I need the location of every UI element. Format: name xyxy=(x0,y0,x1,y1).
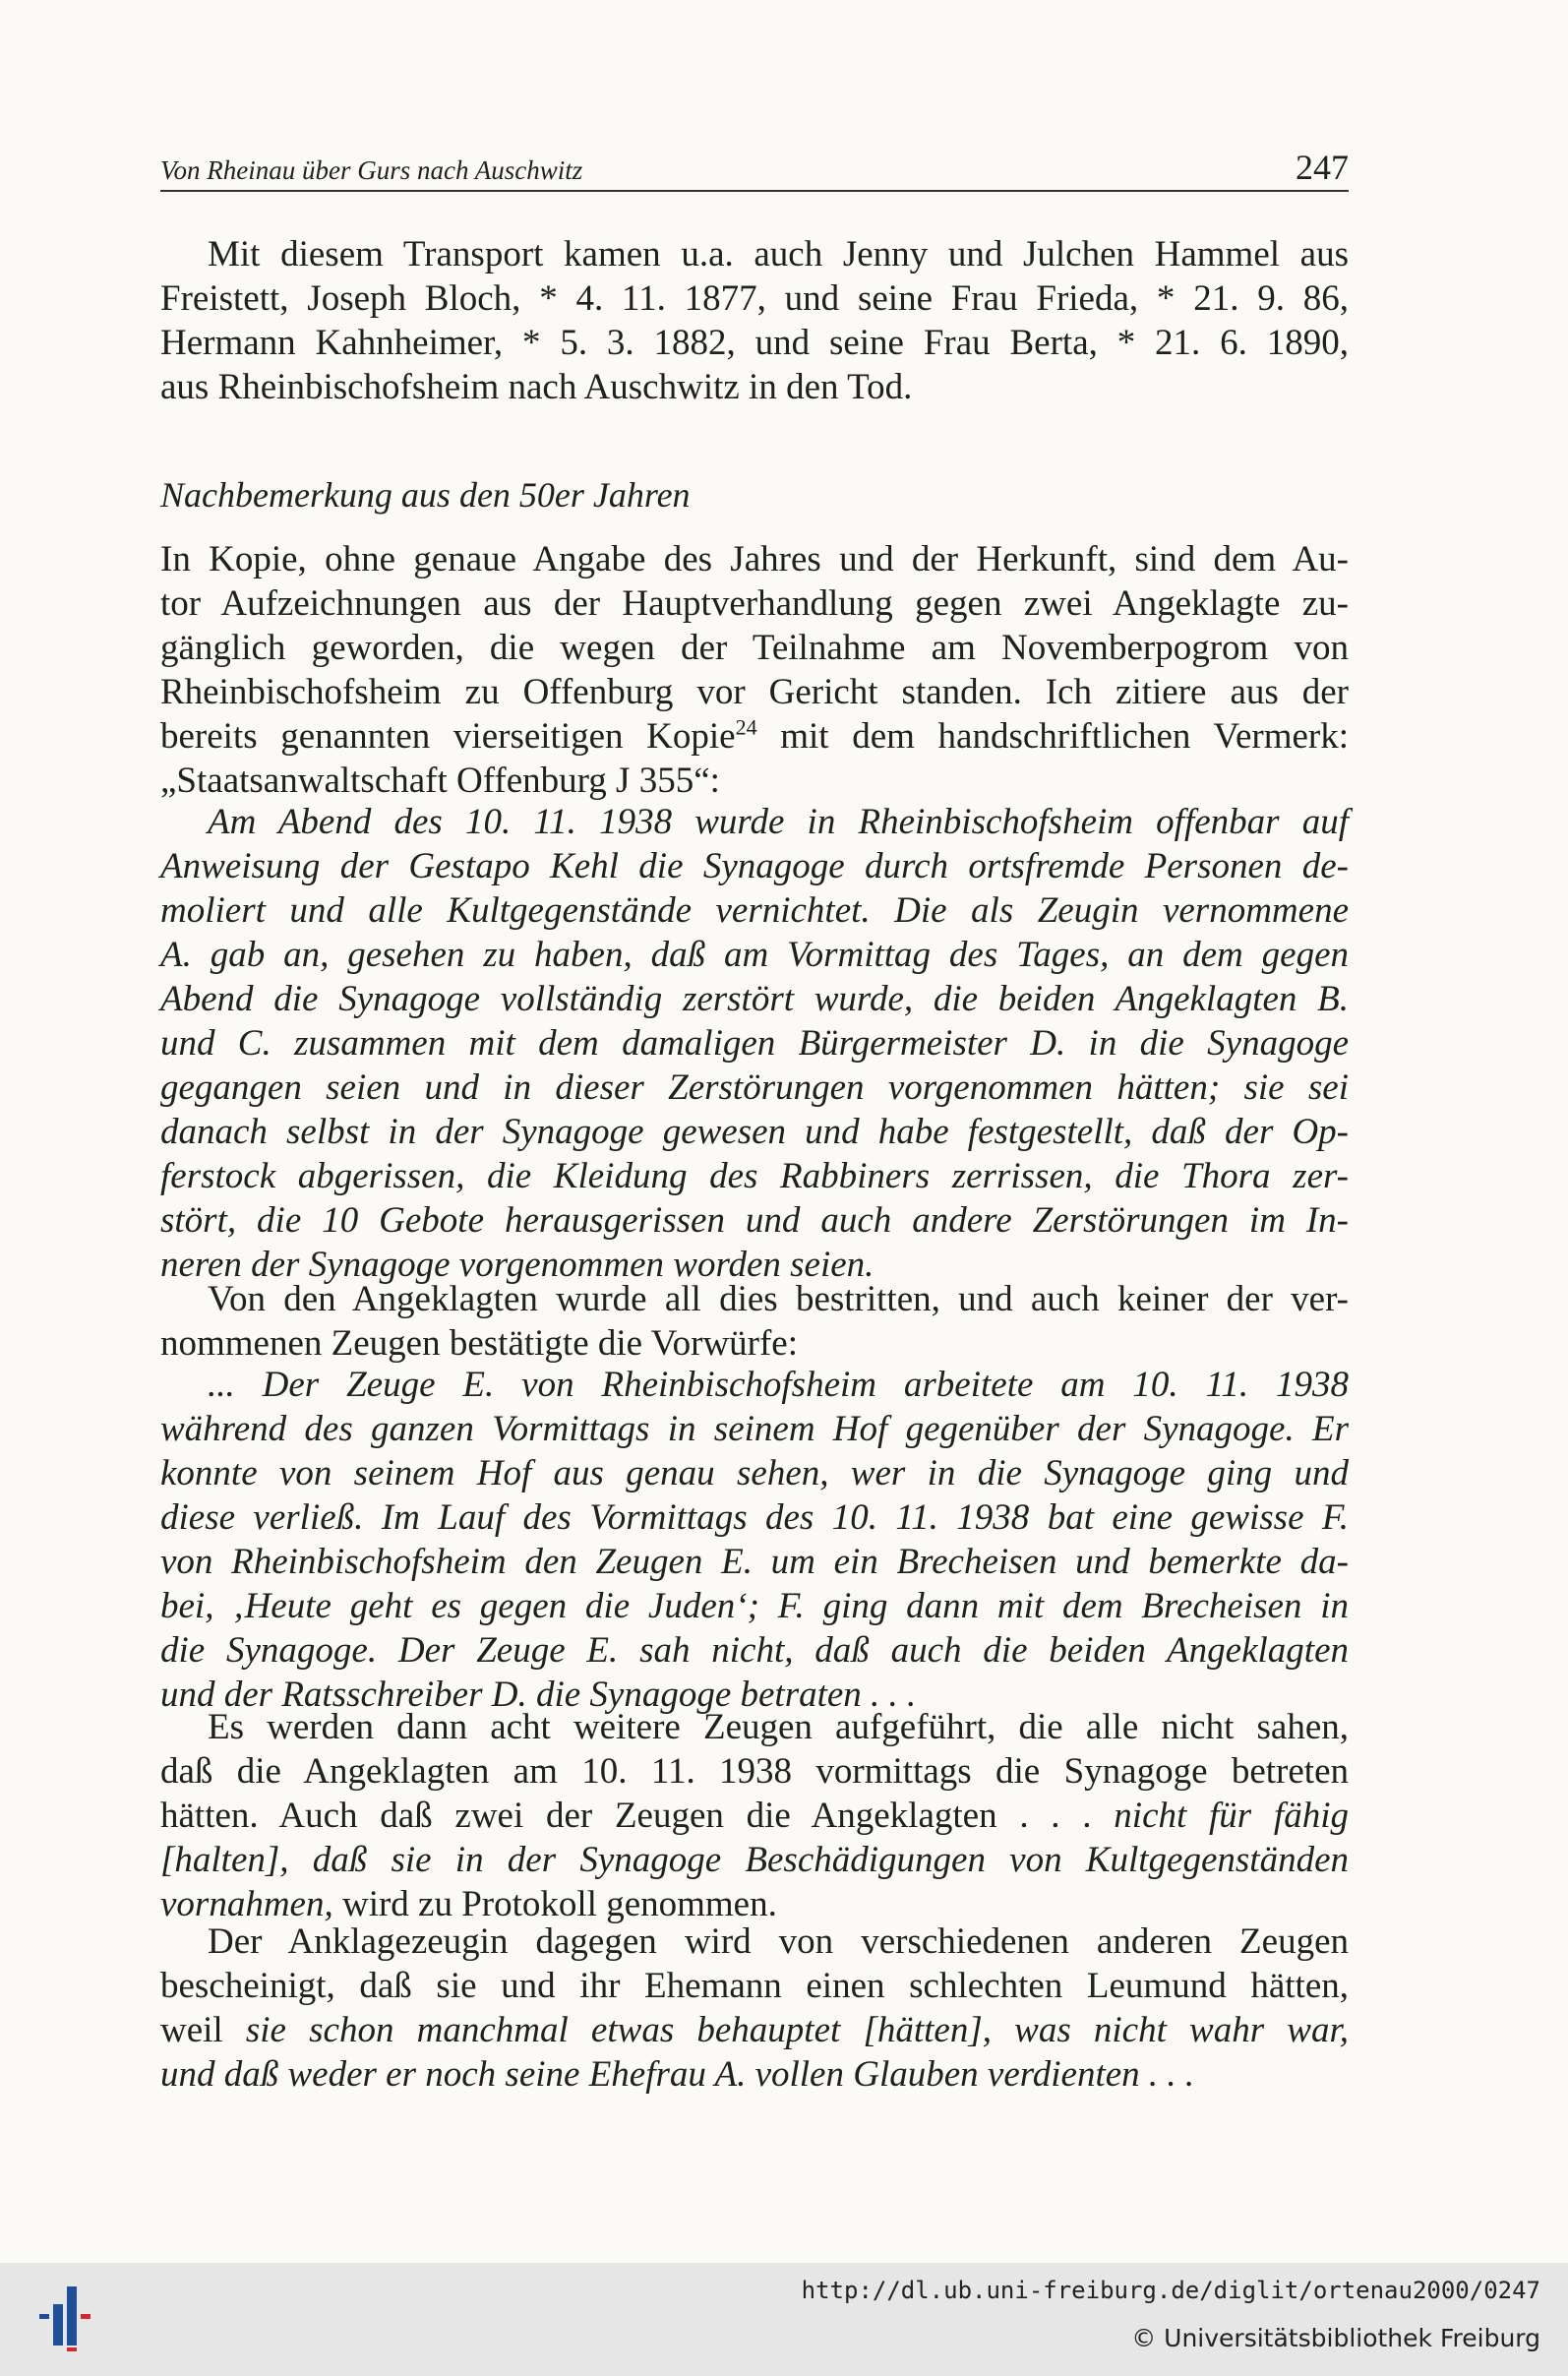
text-line: Es werden dann acht weitere Zeugen aufgeführt, die alle nicht sahen, xyxy=(208,1707,1349,1747)
text-line: Mit diesem Transport kamen u.a. auch Jenny und Julchen Hammel aus xyxy=(208,234,1349,274)
text-line: bescheinigt, daß sie und ihr Ehemann einen schlechten Leumund hätten, xyxy=(160,1966,1349,2006)
text-line: Hermann Kahnheimer, * 5. 3. 1882, und seine Frau Berta, * 21. 6. 1890, xyxy=(160,323,1349,363)
text-line: aus Rheinbischofsheim nach Auschwitz in den Tod. xyxy=(160,367,913,407)
text-line: gänglich geworden, die wegen der Teilnahme am Novemberpogrom von xyxy=(160,628,1349,668)
text-line xyxy=(160,714,1349,759)
copyright-notice: © Universitätsbibliothek Freiburg xyxy=(1131,2324,1540,2352)
text-segment: weil xyxy=(160,2010,246,2050)
text-line: moliert und alle Kultgegenstände vernichtet. Die als Zeugin vernommene xyxy=(160,890,1349,931)
text-line: und der Ratsschreiber D. die Synagoge betraten . . . xyxy=(160,1675,917,1715)
text-line: Von den Angeklagten wurde all dies bestritten, und auch keiner der ver- xyxy=(208,1279,1349,1319)
paragraph-reputation xyxy=(160,1919,1349,2097)
text-segment-italic: nicht für fähig xyxy=(1114,1796,1349,1836)
text-segment-italic: sie schon manchmal etwas behauptet [hätten], was nicht wahr war, xyxy=(245,2010,1349,2050)
text-line: gegangen seien und in dieser Zerstörungen vorgenommen hätten; sie sei xyxy=(160,1067,1349,1108)
text-segment: bereits genannten vierseitigen Kopie xyxy=(160,716,736,757)
footer-bar xyxy=(0,2263,1568,2376)
text-line: In Kopie, ohne genaue Angabe des Jahres und der Herkunft, sind dem Au- xyxy=(160,539,1349,579)
text-line: stört, die 10 Gebote herausgerissen und auch andere Zerstörungen im In- xyxy=(160,1200,1349,1241)
page-number: 247 xyxy=(1296,148,1349,187)
section-heading: Nachbemerkung aus den 50er Jahren xyxy=(160,475,691,515)
text-line: konnte von seinem Hof aus genau sehen, wer in die Synagoge ging und xyxy=(160,1453,1349,1493)
text-line: die Synagoge. Der Zeuge E. sah nicht, daß auch die beiden Angeklagten xyxy=(160,1630,1349,1671)
text-line: tor Aufzeichnungen aus der Hauptverhandlung gegen zwei Angeklagte zu- xyxy=(160,583,1349,624)
text-segment-italic: vornahmen, xyxy=(160,1884,333,1924)
text-line: ferstock abgerissen, die Kleidung des Rabbiners zerrissen, die Thora zer- xyxy=(160,1156,1349,1196)
paragraph-denial xyxy=(160,1277,1349,1366)
ub-freiburg-logo-icon xyxy=(39,2283,100,2351)
text-line: Anweisung der Gestapo Kehl die Synagoge durch ortsfremde Personen de- xyxy=(160,846,1349,886)
text-line: [halten], daß sie in der Synagoge Beschädigungen von Kultgegenständen xyxy=(160,1840,1349,1880)
paragraph-transport xyxy=(160,232,1349,409)
source-url: http://dl.ub.uni-freiburg.de/diglit/ortenau2000/0247 xyxy=(801,2277,1540,2304)
text-line: daß die Angeklagten am 10. 11. 1938 vormittags die Synagoge betreten xyxy=(160,1751,1349,1792)
text-line: und daß weder er noch seine Ehefrau A. vollen Glauben verdienten . . . xyxy=(160,2054,1195,2095)
paragraph-copy-intro xyxy=(160,537,1349,803)
text-line: und C. zusammen mit dem damaligen Bürgermeister D. in die Synagoge xyxy=(160,1023,1349,1064)
text-line: ... Der Zeuge E. von Rheinbischofsheim arbeitete am 10. 11. 1938 xyxy=(208,1365,1349,1405)
text-line: von Rheinbischofsheim den Zeugen E. um ein Brecheisen und bemerkte da- xyxy=(160,1542,1349,1582)
text-line: „Staatsanwaltschaft Offenburg J 355“: xyxy=(160,761,720,801)
text-line: A. gab an, gesehen zu haben, daß am Vormittag des Tages, an dem gegen xyxy=(160,935,1349,975)
paragraph-further-witnesses xyxy=(160,1705,1349,1926)
footnote-reference: 24 xyxy=(735,714,757,740)
text-line: nommenen Zeugen bestätigte die Vorwürfe: xyxy=(160,1323,799,1364)
text-segment: wird zu Protokoll genommen. xyxy=(332,1884,777,1924)
text-line: Freistett, Joseph Bloch, * 4. 11. 1877, und seine Frau Frieda, * 21. 9. 86, xyxy=(160,278,1349,319)
running-title: Von Rheinau über Gurs nach Auschwitz xyxy=(160,155,583,185)
text-line: bei, ‚Heute geht es gegen die Juden‘; F. ging dann mit dem Brecheisen in xyxy=(160,1586,1349,1626)
text-line xyxy=(160,1794,1349,1838)
text-line xyxy=(160,2008,1349,2052)
text-line: Rheinbischofsheim zu Offenburg vor Gericht standen. Ich zitiere aus der xyxy=(160,672,1349,712)
page-header xyxy=(160,143,1349,192)
text-line: Der Anklagezeugin dagegen wird von verschiedenen anderen Zeugen xyxy=(208,1921,1349,1962)
text-line: danach selbst in der Synagoge gewesen und habe festgestellt, daß der Op- xyxy=(160,1112,1349,1152)
text-segment: mit dem handschriftlichen Vermerk: xyxy=(756,716,1350,757)
text-line: diese verließ. Im Lauf des Vormittags des 10. 11. 1938 bat eine gewisse F. xyxy=(160,1497,1349,1538)
text-line: neren der Synagoge vorgenommen worden seien. xyxy=(160,1245,874,1285)
quote-indictment xyxy=(160,800,1349,1287)
text-line: Am Abend des 10. 11. 1938 wurde in Rheinbischofsheim offenbar auf xyxy=(208,802,1349,842)
text-segment: hätten. Auch daß zwei der Zeugen die Angeklagten . . . xyxy=(160,1796,1115,1836)
text-line: während des ganzen Vormittags in seinem Hof gegenüber der Synagoge. Er xyxy=(160,1409,1349,1449)
quote-witness xyxy=(160,1363,1349,1717)
text-line: Abend die Synagoge vollständig zerstört wurde, die beiden Angeklagten B. xyxy=(160,979,1349,1019)
